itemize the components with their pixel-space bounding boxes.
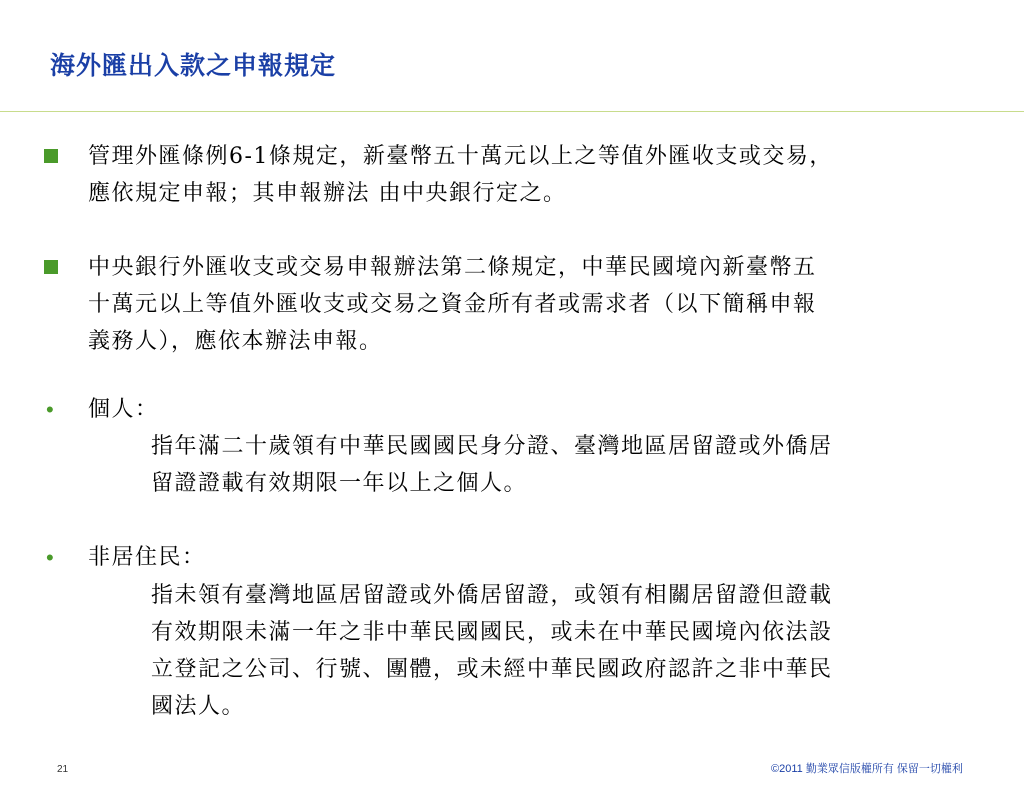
paragraph-line: 中央銀行外匯收支或交易申報辦法第二條規定，中華民國境內新臺幣五 (88, 255, 817, 280)
paragraph-line: 管理外匯條例6-1條規定，新臺幣五十萬元以上之等值外匯收支或交易， (88, 144, 833, 169)
title-divider (0, 111, 1024, 112)
paragraph-line: 留證證載有效期限一年以上之個人。 (151, 471, 528, 496)
paragraph-line: 指未領有臺灣地區居留證或外僑居留證，或領有相關居留證但證載 (151, 583, 833, 608)
square-bullet-icon (44, 260, 58, 274)
dot-bullet-icon: • (46, 545, 54, 570)
definition-term: 非居住民： (88, 545, 206, 570)
definition-text (151, 577, 991, 725)
paragraph-line: 指年滿二十歲領有中華民國國民身分證、臺灣地區居留證或外僑居 (151, 434, 833, 459)
square-bullet-icon (44, 149, 58, 163)
slide-title: 海外匯出入款之申報規定 (50, 51, 337, 80)
bullet-paragraph-1 (88, 138, 988, 212)
dot-bullet-icon: • (46, 397, 54, 422)
definition-term: 個人： (88, 397, 159, 422)
bullet-paragraph-2 (88, 249, 988, 360)
paragraph-line: 有效期限未滿一年之非中華民國國民，或未在中華民國境內依法設 (151, 620, 833, 645)
paragraph-line: 立登記之公司、行號、團體，或未經中華民國政府認許之非中華民 (151, 657, 833, 682)
definition-text (151, 428, 991, 502)
page-number: 21 (57, 764, 69, 775)
paragraph-line: 國法人。 (151, 694, 246, 719)
paragraph-line: 義務人），應依本辦法申報。 (88, 329, 383, 354)
paragraph-line: 十萬元以上等值外匯收支或交易之資金所有者或需求者（以下簡稱申報 (88, 292, 817, 317)
paragraph-line: 應依規定申報；其申報辦法 由中央銀行定之。 (88, 181, 567, 206)
copyright-notice: ©2011 勤業眾信版權所有 保留一切權利 (771, 763, 963, 775)
